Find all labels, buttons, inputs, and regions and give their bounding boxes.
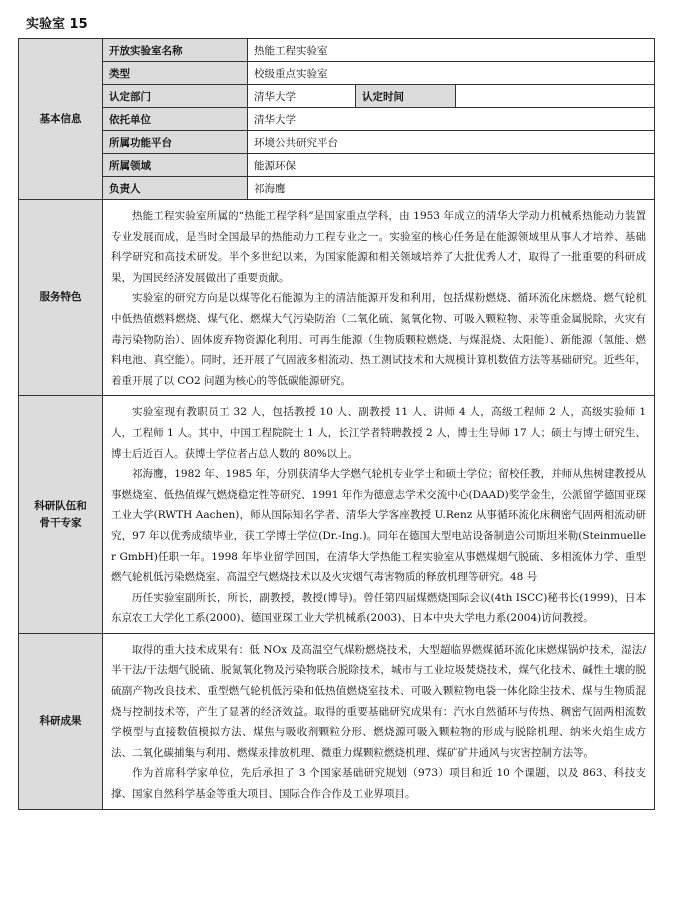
- row-lab-name: [19, 39, 655, 62]
- label-unit: 依托单位: [103, 108, 248, 131]
- value-lab-name: 热能工程实验室: [248, 39, 655, 62]
- label-time: 认定时间: [356, 85, 456, 108]
- row-head: [19, 177, 655, 200]
- row-type: [19, 62, 655, 85]
- lab-info-table: [18, 38, 655, 810]
- row-unit: [19, 108, 655, 131]
- value-type: 校级重点实验室: [248, 62, 655, 85]
- team-paragraph: 祁海鹰，1982 年、1985 年，分别获清华大学燃气轮机专业学士和硕士学位；留校任教，并师从焦树建教授从事燃烧室、低热值煤气燃烧稳定性等研究、1991 年作为德意志学术交流中心(DAAD)奖学金生，公派留学德国亚琛工业大学(RWTH Aachen)，师从国际知名学者、清华大学客座教授 U.Renz 从事循环流化床稠密气固两相流动研究，97 年以优秀成绩毕业，获工学博士学位(Dr.-Ing.)。同年在德国大型电站设备制造公司斯坦米勒(Steinmueller GmbH)任职一年。1998 年毕业留学回国，在清华大学热能工程实验室从事燃煤烟气脱硫、多相流体力学、重型燃气轮机低污染燃烧室、高温空气燃烧技术以及火灾烟气毒害物质的释放机理等研究。48 号: [111, 468, 647, 584]
- label-platform: 所属功能平台: [103, 131, 248, 154]
- team-paragraph: 历任实验室副所长，所长，副教授，教授(博导)。曾任第四届煤燃烧国际会议(4th ISCC)秘书长(1999)，日本东京农工大学化工系(2000)、德国亚琛工业大学机械系(2003)、日本中央大学电力系(2004)访问教授。: [111, 591, 647, 625]
- results-paragraph: 作为首席科学家单位，先后承担了 3 个国家基础研究规划（973）项目和近 10 个课题，以及 863、科技支撑、国家自然科学基金等重大项目、国际合作合作及工业界项目。: [111, 767, 647, 801]
- team-paragraph: 实验室现有教职员工 32 人，包括教授 10 人、副教授 11 人、讲师 4 人，高级工程师 2 人，高级实验师 1 人，工程师 1 人。其中，中国工程院院士 1 人，长江学者特聘教授 2 人，博士生导师 17 人；硕士与博士研究生、博士后近百人。获博士学位者占总人数的 80%以上。: [111, 406, 647, 460]
- value-time: [456, 85, 655, 108]
- label-lab-name: 开放实验室名称: [103, 39, 248, 62]
- section-team-line-1: 科研队伍和: [34, 499, 87, 512]
- service-paragraph: 热能工程实验室所属的“热能工程学科”是国家重点学科，由 1953 年成立的清华大学动力机械系热能动力装置专业发展而成，是当时全国最早的热能动力工程专业之一。实验室的核心任务是在能源领域里从事人才培养、基础科学研究和高技术研发。半个多世纪以来，为国家能源和相关领域培养了大批优秀人才，取得了一批重要的科研成果，为国民经济发展做出了重要贡献。: [111, 210, 647, 284]
- value-unit: 清华大学: [248, 108, 655, 131]
- results-content: [103, 633, 655, 809]
- section-team: [19, 396, 103, 634]
- label-head: 负责人: [103, 177, 248, 200]
- row-service: [19, 200, 655, 396]
- value-head: 祁海鹰: [248, 177, 655, 200]
- section-service: 服务特色: [19, 200, 103, 396]
- page-title: 实验室 15: [26, 17, 88, 32]
- value-field: 能源环保: [248, 154, 655, 177]
- label-field: 所属领域: [103, 154, 248, 177]
- section-basic-info: 基本信息: [19, 39, 103, 200]
- value-dept: 清华大学: [248, 85, 356, 108]
- label-dept: 认定部门: [103, 85, 248, 108]
- section-results: 科研成果: [19, 633, 103, 809]
- results-paragraph: 取得的重大技术成果有：低 NOx 及高温空气煤粉燃烧技术，大型超临界燃煤循环流化床燃煤锅炉技术，湿法/半干法/干法烟气脱硫、脱氮氧化物及污染物联合脱除技术，城市与工业垃圾焚烧技术，煤气化技术、碱性土壤的脱硫副产物改良技术、重型燃气轮机低污染和低热值燃烧室技术、可吸入颗粒物电袋一体化除尘技术、煤与生物质混烧与控制技术等，产生了显著的经济效益。取得的重要基础研究成果有：汽水自然循环与传热、稠密气固两相流数学模型与直接数值模拟方法、煤焦与吸收剂颗粒分形、燃烧源可吸入颗粒物的形成与脱除机理、纳米火焰生成方法、二氧化碳捕集与利用、燃煤汞排放机理、微重力煤颗粒燃烧机理、煤矿矿井通风与灾害控制方法等。: [111, 643, 647, 759]
- row-team: [19, 396, 655, 634]
- value-platform: 环境公共研究平台: [248, 131, 655, 154]
- row-dept: [19, 85, 655, 108]
- service-paragraph: 实验室的研究方向是以煤等化石能源为主的清洁能源开发和利用，包括煤粉燃烧、循环流化床燃烧、燃气轮机中低热值燃料燃烧、煤气化、燃煤大气污染防治（二氧化硫、氮氧化物、可吸入颗粒物、汞等重金属脱除，火灾有毒污染物防治）、固体废弃物资源化利用、可再生能源（生物质颗粒燃烧、与煤混烧、太阳能）、新能源（氢能、燃料电池、真空能）。同时，还开展了气固液多相流动、热工测试技术和大规模计算机数值方法等基础研究。近些年，着重开展了以 CO2 问题为核心的等低碳能源研究。: [111, 292, 647, 387]
- label-type: 类型: [103, 62, 248, 85]
- row-platform: [19, 131, 655, 154]
- team-content: [103, 396, 655, 634]
- section-team-line-2: 骨干专家: [39, 516, 82, 529]
- service-content: [103, 200, 655, 396]
- row-results: [19, 633, 655, 809]
- row-field: [19, 154, 655, 177]
